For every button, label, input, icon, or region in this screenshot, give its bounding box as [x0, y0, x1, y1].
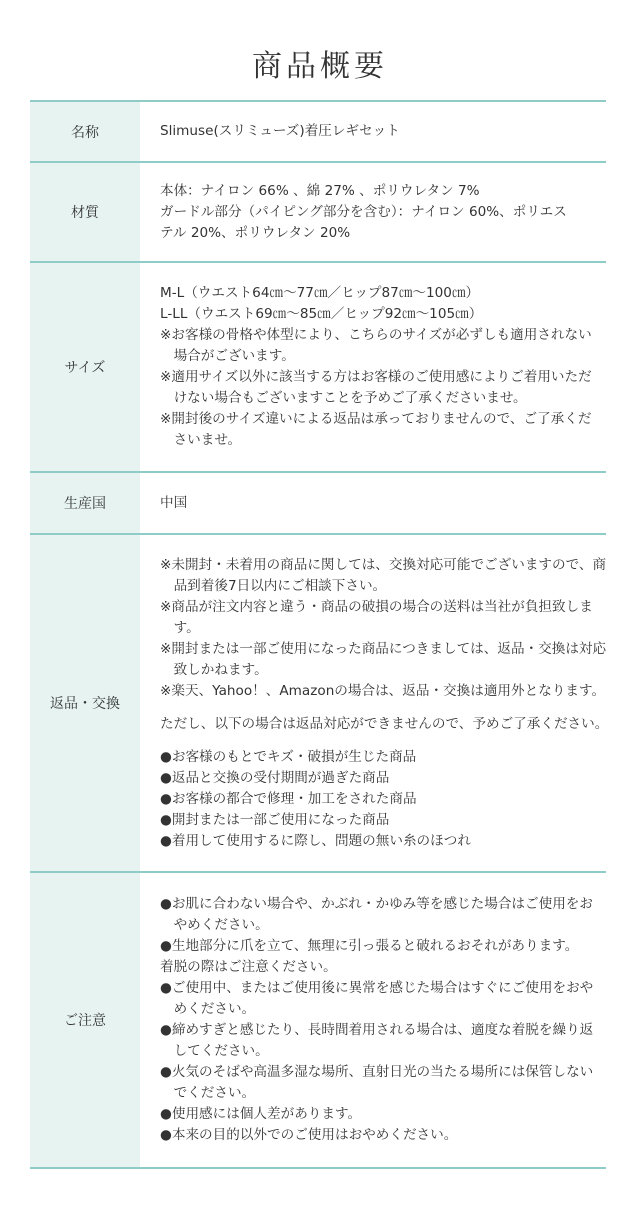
size-note: ※開封後のサイズ違いによる返品は承っておりませんので、ご了承くださいませ。	[160, 411, 592, 448]
row-material	[30, 163, 606, 263]
caution-item: ●本来の目的以外でのご使用はおやめください。	[160, 1127, 458, 1143]
row-label-material: 材質	[30, 163, 140, 261]
caution-item: ●締めすぎと感じたり、長時間着用される場合は、適度な着脱を繰り返してください。	[160, 1022, 594, 1059]
returns-note: ※楽天、Yahoo！、Amazonの場合は、返品・交換は適用外となります。	[160, 682, 606, 699]
returns-exclusion-item: ●開封または一部ご使用になった商品	[160, 811, 390, 828]
row-value-origin	[140, 473, 606, 533]
caution-item: 着脱の際はご注意ください。	[160, 959, 337, 975]
row-label-caution: ご注意	[30, 873, 140, 1167]
row-label-returns: 返品・交換	[30, 535, 140, 871]
size-note: ※適用サイズ以外に該当する方はお客様のご使用感によりご着用いただけない場合もございますことを予めご了承くださいませ。	[160, 369, 592, 406]
returns-intro: ただし、以下の場合は返品対応ができませんので、予めご了承ください。	[160, 715, 609, 732]
row-label-origin: 生産国	[30, 473, 140, 533]
size-line: L-LL（ウエスト69㎝〜85㎝／ヒップ92㎝〜105㎝）	[160, 306, 483, 322]
page-title: 商品概要	[252, 49, 388, 84]
caution-item: ●生地部分に爪を立て、無理に引っ張ると破れるおそれがあります。	[160, 938, 579, 954]
row-name	[30, 102, 606, 163]
row-value-size	[140, 263, 606, 471]
row-size	[30, 263, 606, 473]
row-value-name	[140, 102, 606, 161]
caution-item: ●ご使用中、またはご使用後に異常を感じた場合はすぐにご使用をおやめください。	[160, 980, 594, 1017]
product-spec-table	[30, 100, 609, 1169]
size-line: M-L（ウエスト64㎝〜77㎝／ヒップ87㎝〜100㎝）	[160, 285, 480, 301]
row-value-returns	[140, 535, 614, 871]
material-line: テル 20%、ポリウレタン 20%	[160, 224, 351, 241]
row-label-name: 名称	[30, 102, 140, 161]
returns-note: ※開封または一部ご使用になった商品につきましては、返品・交換は対応致しかねます。	[160, 640, 607, 678]
row-returns	[30, 535, 609, 873]
size-note: ※お客様の骨格や体型により、こちらのサイズが必ずしも適用されない場合がございます。	[160, 327, 592, 364]
row-origin	[30, 473, 606, 535]
row-value-material	[140, 163, 606, 261]
material-line: ガードル部分（パイピング部分を含む）：ナイロン 60%、ポリエス	[160, 203, 567, 220]
origin-country: 中国	[160, 494, 188, 511]
row-caution	[30, 873, 606, 1169]
caution-item: ●お肌に合わない場合や、かぶれ・かゆみ等を感じた場合はご使用をおやめください。	[160, 896, 593, 933]
caution-item: ●火気のそばや高温多湿な場所、直射日光の当たる場所には保管しないでください。	[160, 1064, 594, 1101]
product-name: Slimuse(スリミューズ)着圧レギセット	[160, 123, 400, 139]
returns-note: ※商品が注文内容と違う・商品の破損の場合の送料は当社が負担致します。	[160, 598, 593, 636]
returns-exclusion-item: ●お客様のもとでキズ・破損が生じた商品	[160, 748, 417, 765]
row-value-caution	[140, 873, 606, 1167]
returns-exclusion-item: ●返品と交換の受付期間が過ぎた商品	[160, 769, 390, 786]
material-line: 本体：ナイロン 66% 、綿 27% 、ポリウレタン 7%	[160, 182, 480, 199]
returns-exclusion-item: ●着用して使用するに際し、問題の無い糸のほつれ	[160, 832, 471, 849]
caution-item: ●使用感には個人差があります。	[160, 1106, 362, 1122]
returns-exclusion-item: ●お客様の都合で修理・加工をされた商品	[160, 790, 417, 807]
returns-note: ※未開封・未着用の商品に関しては、交換対応可能でございますので、商品到着後7日以内にご相談下さい。	[160, 556, 607, 594]
row-label-size: サイズ	[30, 263, 140, 471]
